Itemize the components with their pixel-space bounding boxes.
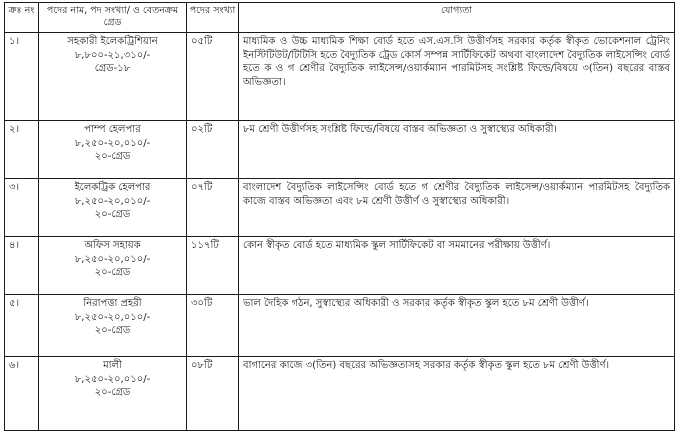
header-count: পদের সংখ্যা [187, 3, 239, 33]
row-post [39, 121, 187, 179]
post-name: ইলেকট্রিক হেলপার [74, 182, 151, 193]
table-row [5, 357, 675, 431]
qualification-text: বাগানের কাজে ৩(তিন) বছরের অভিজ্ঞতাসহ সরকার কর্তৃক স্বীকৃত স্কুল হতে ৮ম শ্রেণী উত্তীর্ণ। [239, 357, 675, 431]
qualification-text: ৮ম শ্রেণী উত্তীর্ণসহ সংশ্লিষ্ট ফিল্ডে/বিষয়ে বাস্তব অভিজ্ঞতা ও সুস্বাস্থ্যের অধিকারী। [239, 121, 675, 179]
post-count: ০২টি [187, 121, 239, 179]
row-post [39, 179, 187, 237]
row-serial: ১। [5, 33, 39, 121]
post-name: নিরাপত্তা প্রহরী [83, 298, 142, 309]
table-header-row [5, 3, 675, 33]
post-name: অফিস সহায়ক [84, 240, 141, 251]
header-qualification: যোগ্যতা [239, 3, 675, 33]
table-row [5, 121, 675, 179]
pay-grade: ২০-গ্রেড [94, 267, 131, 278]
table-row [5, 179, 675, 237]
pay-grade: ২০-গ্রেড [94, 325, 131, 336]
pay-scale: ৮,২৫০-২০,০১০/- [74, 137, 151, 149]
job-vacancy-table [4, 2, 675, 431]
pay-grade: ২০-গ্রেড [94, 209, 131, 220]
post-count: ১১৭টি [187, 237, 239, 295]
table-row [5, 295, 675, 357]
qualification-text: মাধ্যমিক ও উচ্চ মাধ্যমিক শিক্ষা বোর্ড হতে এস.এস.সি উত্তীর্ণসহ সরকার কর্তৃক স্বীকৃত ভোকেশনাল ট্রেনিং ইনস্টিটিউট/টিটিসি হতে বৈদ্যুতিক ট্রেড কোর্স সম্পন্ন সার্টিফিকেট অথবা বাংলাদেশ বৈদ্যুতিক লাইসেন্সিং বোর্ড হতে ক ও গ শ্রেণীর বৈদ্যুতিক লাইসেন্স/ওয়ার্কম্যান পারমিটসহ সংশ্লিষ্ট ফিল্ডে/বিষয়ে ৩(তিন) বছরের বাস্তব অভিজ্ঞতা। [239, 33, 675, 121]
header-serial: ক্রঃ নং [5, 3, 39, 33]
table-row [5, 237, 675, 295]
row-post [39, 237, 187, 295]
row-serial: ৩। [5, 179, 39, 237]
post-count: ০৭টি [187, 179, 239, 237]
post-count: ০৫টি [187, 33, 239, 121]
row-post [39, 33, 187, 121]
pay-grade: ২০-গ্রেড [94, 387, 131, 398]
pay-scale: ৮,৮০০-২১,৩১০/- [74, 49, 151, 61]
post-name: সহকারী ইলেকট্রিশিয়ান [67, 36, 158, 47]
post-count: ০৮টি [187, 357, 239, 431]
post-name: মালী [103, 360, 122, 371]
qualification-text: বাংলাদেশ বৈদ্যুতিক লাইসেন্সিং বোর্ড হতে গ শ্রেণীর বৈদ্যুতিক লাইসেন্স/ওয়ার্কম্যান পারমিটসহ বৈদ্যুতিক কাজে বাস্তব অভিজ্ঞতা এবং ৮ম শ্রেণী উত্তীর্ণ ও সুস্বাস্থ্যের অধিকারী। [239, 179, 675, 237]
row-post [39, 357, 187, 431]
row-serial: ৪। [5, 237, 39, 295]
qualification-text: ভাল দৈহিক গঠন, সুস্বাস্থ্যের অধিকারী ও সরকার কর্তৃক স্বীকৃত স্কুল হতে ৮ম শ্রেণী উত্তীর্ণ। [239, 295, 675, 357]
pay-grade: ২০-গ্রেড [94, 151, 131, 162]
post-count: ৩০টি [187, 295, 239, 357]
row-serial: ৫। [5, 295, 39, 357]
post-name: পাম্প হেলপার [84, 124, 141, 135]
row-serial: ২। [5, 121, 39, 179]
pay-scale: ৮,২৫০-২০,০১০/- [74, 253, 151, 265]
pay-scale: ৮,২৫০-২০,০১০/- [74, 373, 151, 385]
qualification-text: কোন স্বীকৃত বোর্ড হতে মাধ্যমিক স্কুল সার্টিফিকেট বা সমমানের পরীক্ষায় উত্তীর্ণ। [239, 237, 675, 295]
pay-scale: ৮,২৫০-২০,০১০/- [74, 195, 151, 207]
pay-grade: গ্রেড-১৮ [94, 63, 131, 74]
table-row [5, 33, 675, 121]
pay-scale: ৮,২৫০-২০,০১০/- [74, 311, 151, 323]
header-post: পদের নাম, পদ সংখ্যা/ ও বেতনক্রম গ্রেড [39, 3, 187, 33]
row-serial: ৬। [5, 357, 39, 431]
row-post [39, 295, 187, 357]
